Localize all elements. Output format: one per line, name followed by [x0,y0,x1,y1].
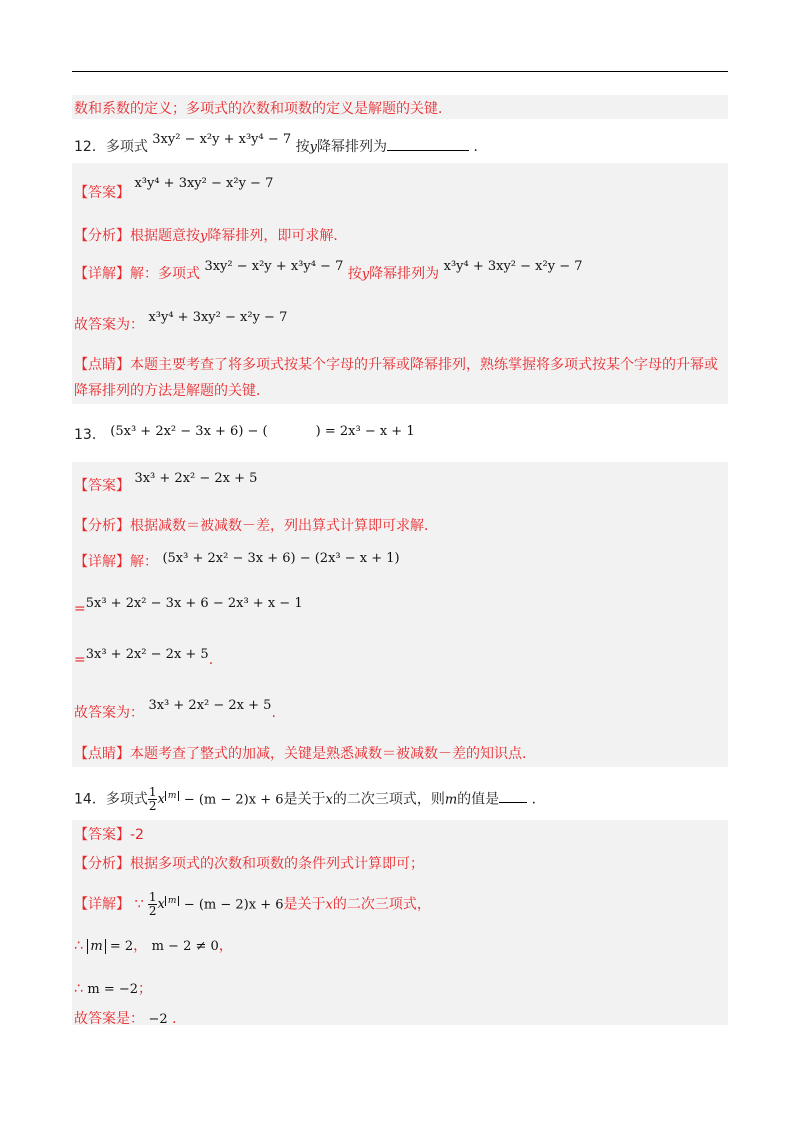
step-row [74,647,214,670]
period: . [271,705,276,721]
final-label: 故答案是： [74,1011,144,1027]
question-text: 是关于 [283,791,326,808]
answer-blank [499,788,527,803]
math-variable: y [309,140,317,155]
detail-text: 的二次三项式， [332,896,431,913]
question-end: ． [473,139,488,155]
question-end: ． [531,791,546,808]
comment-text: 降幂排列的方法是解题的关键． [74,383,270,399]
final-answer-row [74,310,288,335]
detail-row [74,886,431,916]
math-expression: − (m − 2)x + 6 [183,792,284,808]
analysis-text: 根据多项式的次数和项数的条件列式计算即可； [130,856,424,872]
period: ． [172,1011,187,1027]
detail-text: 解：多项式 [130,266,200,282]
final-label: 故答案为： [74,705,144,721]
math-variable: x [325,792,333,808]
question-number: 14．多项式 [74,791,148,808]
detail-text: 降幂排列为 [369,266,440,282]
answer-label: 【答案】 [74,185,130,201]
detail-row [74,259,583,284]
detail-text: 解： [130,554,158,570]
question-text: 的二次三项式，则 [332,791,445,808]
analysis-text: 根据题意按 [130,228,200,244]
equals-sign: = [74,601,86,617]
fraction-numerator: 1 [148,889,157,904]
answer-row [74,471,258,496]
answer-row [74,826,144,844]
question-number: 12．多项式 [74,139,148,155]
math-variable: x [325,897,333,913]
fraction-numerator: 1 [148,784,157,799]
analysis-text: 根据减数＝被减数－差，列出算式计算即可求解． [130,518,438,534]
math-expression: 5x³ + 2x² − 3x + 6 − 2x³ + x − 1 [85,596,303,611]
analysis-label: 【分析】 [74,228,130,244]
comment-row [74,356,718,374]
answer-band [72,820,728,1025]
comment-row [74,745,536,763]
analysis-row [74,227,347,246]
answer-value: -2 [130,827,144,843]
comment-text: 本题考查了整式的加减，关键是熟悉减数＝被减数－差的知识点． [130,746,536,762]
math-expression: 3xy² − x²y + x³y⁴ − 7 [152,132,292,147]
final-answer-row [74,1010,186,1029]
math-expression: (5x³ + 2x² − 3x + 6) − ( [110,424,268,439]
math-expression: m − 2 ≠ 0 [151,939,219,954]
math-variable: y [200,229,208,244]
comment-label: 【点睛】 [74,357,130,373]
therefore-symbol: ∴ [74,938,83,954]
answer-expression: x³y⁴ + 3xy² − x²y − 7 [134,176,274,191]
therefore-symbol: ∴ [74,981,83,997]
detail-text: 是关于 [283,896,326,913]
question-14 [74,781,546,811]
final-answer-row [74,698,276,723]
math-expression: 3x³ + 2x² − 2x + 5 [85,647,209,662]
math-expression: x³y⁴ + 3xy² − x²y − 7 [443,259,583,274]
final-label: 故答案为： [74,317,144,333]
comma: ， [218,938,233,954]
header-rule [72,71,728,72]
question-text: 按 [295,139,310,155]
analysis-label: 【分析】 [74,856,130,872]
step-row [74,980,152,999]
detail-label: 【详解】 [74,266,130,282]
continuation-text: 数和系数的定义；多项式的次数和项数的定义是解题的关键． [74,101,452,117]
math-expression: −2 [148,1012,168,1027]
answer-expression: 3x³ + 2x² − 2x + 5 [134,471,258,486]
math-expression: m = −2 [87,982,139,997]
analysis-text: 降幂排列，即可求解． [207,228,348,244]
fraction-denominator: 2 [148,798,157,813]
math-expression: x³y⁴ + 3xy² − x²y − 7 [148,310,288,325]
question-12 [74,132,488,157]
question-text: 降幂排列为 [316,139,387,155]
math-variable: m [444,792,458,808]
comma: ， [133,938,148,954]
math-expression: 3xy² − x²y + x³y⁴ − 7 [204,259,344,274]
question-number: 13． [74,427,106,443]
period: . [208,652,214,668]
detail-label: 【详解】 [74,896,130,913]
answer-label: 【答案】 [74,827,130,843]
detail-text: 按 [347,266,362,282]
math-expression: − (m − 2)x + 6 [183,897,284,913]
because-symbol: ∵ [134,896,144,913]
answer-label: 【答案】 [74,478,130,494]
semicolon: ； [138,981,153,997]
step-row [74,937,233,956]
analysis-row [74,855,424,873]
math-expression: ) = 2x³ − x + 1 [315,424,415,439]
question-text: 的值是 [457,791,500,808]
equals-sign: = [74,652,86,668]
step-row [74,596,303,619]
answer-row [74,176,274,203]
math-expression: 3x³ + 2x² − 2x + 5 [148,698,272,713]
analysis-label: 【分析】 [74,518,130,534]
math-expression: m = 2 [87,939,133,954]
math-variable: y [361,267,370,282]
detail-label: 【详解】 [74,554,130,570]
math-expression: (5x³ + 2x² − 3x + 6) − (2x³ − x + 1) [162,551,400,566]
math-variable: x $^m$ [157,897,179,912]
comment-text: 本题主要考查了将多项式按某个字母的升幂或降幂排列，熟练掌握将多项式按某个字母的升幂或 [130,357,718,373]
question-13 [74,426,415,445]
fraction-denominator: 2 [148,903,157,918]
comment-label: 【点睛】 [74,746,130,762]
math-variable: x $^m$ [157,792,179,807]
answer-blank [387,136,469,151]
detail-row [74,553,400,572]
analysis-row [74,517,438,535]
